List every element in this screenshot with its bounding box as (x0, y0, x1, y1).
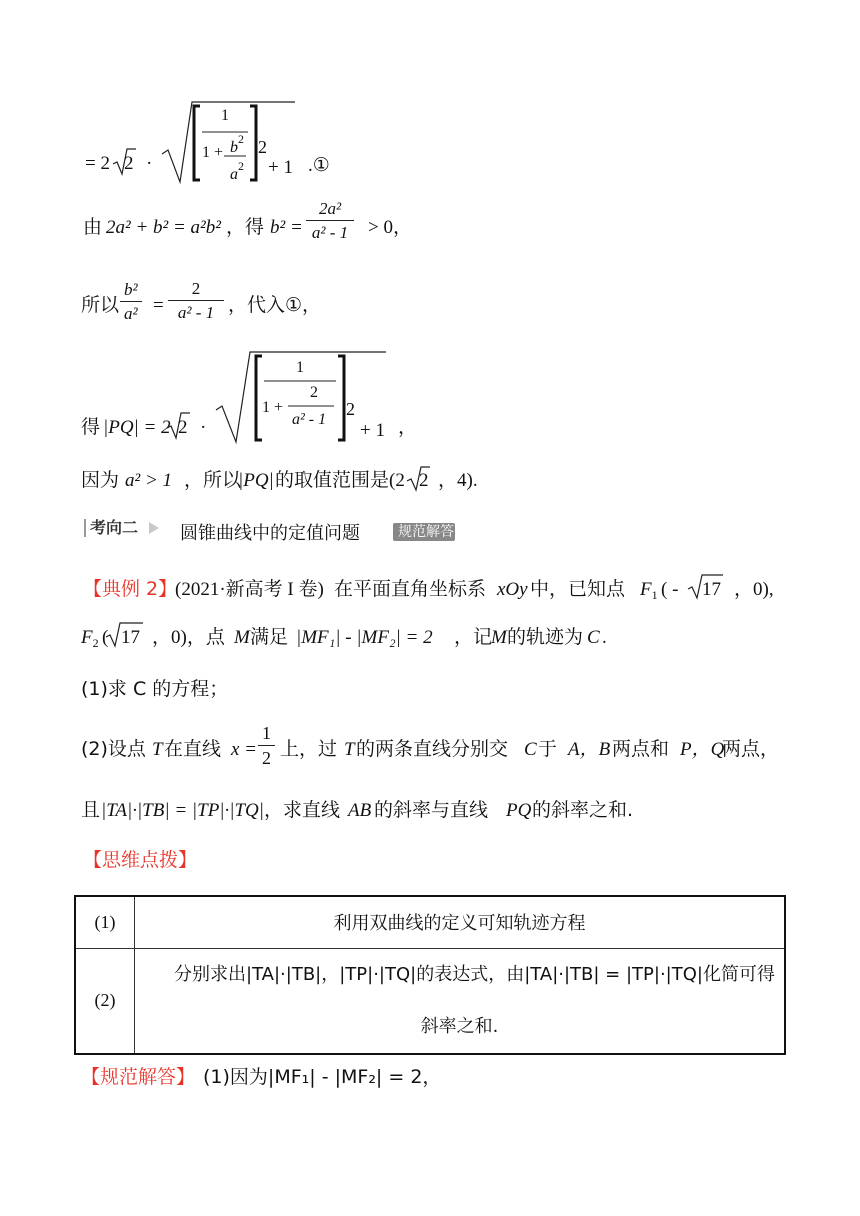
c2: C (524, 739, 537, 760)
m: M (234, 627, 250, 648)
dot: · (200, 417, 207, 438)
circle-marker: .① (308, 155, 330, 176)
plus-one: + 1 (360, 420, 385, 441)
x-eq: x = (231, 739, 258, 760)
tag-bar (84, 519, 86, 537)
row-text-a: 分别求出|TA|·|TB|，|TP|·|TQ|的表达式，由|TA|·|TB| = |TP|·|TQ|化简可得 (174, 963, 775, 985)
range-open: (2 (389, 470, 405, 491)
range-close: ，4). (438, 470, 478, 491)
text-range: 的取值范围是 (275, 469, 390, 491)
text-de: 得 (81, 416, 101, 438)
exp-2: 2 (258, 137, 267, 157)
pq-abs: |PQ| (238, 470, 274, 491)
example-label: 【典例 2】 (83, 578, 178, 600)
inner-one-plus: 1 + (262, 399, 284, 416)
text-suoyi: 所以 (81, 294, 120, 316)
q2-g: 两点， (722, 738, 780, 760)
fraction-2a2: $\frac{\text{2a²}}{\text{a² - 1}}$ (306, 200, 354, 241)
f1-close: ，0), (734, 579, 774, 600)
equation-2a-b: 2a² + b² = a²b² (106, 217, 221, 238)
section-badge: 规范解答 (398, 524, 454, 540)
ab2: AB (348, 800, 372, 821)
sqrt17: 17 (702, 579, 721, 600)
section-title: 圆锥曲线中的定值问题 (180, 523, 360, 544)
text-yinwei: 因为 (81, 469, 120, 491)
c: C (587, 627, 600, 648)
pq: P，Q (680, 739, 725, 760)
q2-e: 于 (538, 738, 558, 760)
plus-one: + 1 (268, 157, 293, 178)
q3-a: 且 (81, 799, 101, 821)
f1: $F_1$ (640, 579, 658, 602)
b-squared-eq: b² = (270, 217, 303, 238)
xoy: xOy (497, 579, 528, 600)
q2-a: (2)设点 (81, 738, 146, 760)
comma: ， (398, 416, 418, 438)
b-sq: $b^2$ (230, 132, 244, 156)
example-text1: 在平面直角坐标系 (334, 578, 487, 600)
pq-eq: |PQ| = 2 (103, 417, 171, 438)
ab: A，B (568, 739, 611, 760)
example-text3: 满足 (250, 626, 289, 648)
row-text: 利用双曲线的定义可知轨迹方程 (135, 896, 786, 948)
dot: · (146, 153, 153, 174)
text-de: ，得 (226, 216, 265, 238)
condition: |MF₁| - |MF₂| = 2 (296, 627, 433, 648)
fraction-b2-a2: $\frac{\text{b²}}{\text{a²}}$ (120, 281, 142, 322)
text-substitute: ，代入①， (228, 294, 322, 316)
solution-label: 【规范解答】 (81, 1066, 196, 1088)
inner-num: 1 (296, 359, 304, 376)
inner-num: 1 (221, 107, 229, 124)
triangle-icon (148, 520, 160, 536)
example-source: (2021·新高考 I 卷) (175, 579, 324, 600)
solution-text: (1)因为|MF₁| - |MF₂| = 2， (203, 1066, 442, 1088)
gt-zero: > 0， (368, 217, 412, 238)
t2: T (344, 739, 355, 760)
q3-b: ，求直线 (264, 799, 341, 821)
row-num: (2) (75, 948, 135, 1054)
q3-d: 的斜率之和. (532, 799, 634, 821)
text-suoyi: ，所以 (184, 469, 242, 491)
question-1: (1)求 C 的方程； (81, 678, 229, 700)
q2-c: 上，过 (280, 738, 338, 760)
a-sq: $a^2$ (230, 159, 244, 183)
inner-one-plus: 1 + (202, 144, 224, 161)
exp-2: 2 (346, 399, 355, 419)
example-text2: 中，已知点 (530, 578, 626, 600)
sqrt17: 17 (121, 627, 140, 648)
section-tag: 考向二 (90, 518, 139, 537)
table-row (75, 896, 785, 948)
f2-open: ( (102, 627, 109, 648)
q2-d: 的两条直线分别交 (356, 738, 509, 760)
cond-a2: a² > 1 (125, 470, 173, 491)
row-text (135, 948, 786, 1054)
f2: $F_2$ (81, 627, 99, 650)
thinking-table (74, 895, 786, 1055)
text-you: 由 (83, 216, 103, 238)
sqrt-arg: 2 (178, 417, 188, 438)
row-text-b: 斜率之和. (420, 1015, 499, 1037)
sqrt-arg: 2 (124, 153, 134, 174)
end-dot: . (602, 627, 607, 648)
pq2: PQ (506, 800, 532, 821)
table-row (75, 948, 785, 1054)
q2-b: 在直线 (164, 738, 222, 760)
row-num: (1) (75, 896, 135, 948)
fraction-half: $\frac{1}{2}$ (258, 724, 275, 767)
thinking-label: 【思维点拨】 (83, 849, 198, 871)
inner-frac-den: a² - 1 (292, 411, 327, 428)
example-text5: 的轨迹为 (507, 626, 584, 648)
example-text4: ，记 (454, 626, 493, 648)
t: T (152, 739, 163, 760)
fraction-2-over: $\frac{2}{\text{a² - 1}}$ (168, 280, 224, 321)
q3-cond: |TA|·|TB| = |TP|·|TQ| (101, 800, 265, 821)
equals: = (153, 295, 164, 316)
f1-open: ( - (661, 579, 679, 600)
q2-f: 两点和 (612, 738, 670, 760)
range-sqrt: 2 (419, 470, 429, 491)
f2-close: ，0)，点 (152, 627, 225, 648)
m2: M (491, 627, 507, 648)
eq-prefix: = 2 (85, 153, 110, 174)
inner-frac-num: 2 (310, 384, 318, 401)
q3-c: 的斜率与直线 (374, 799, 489, 821)
